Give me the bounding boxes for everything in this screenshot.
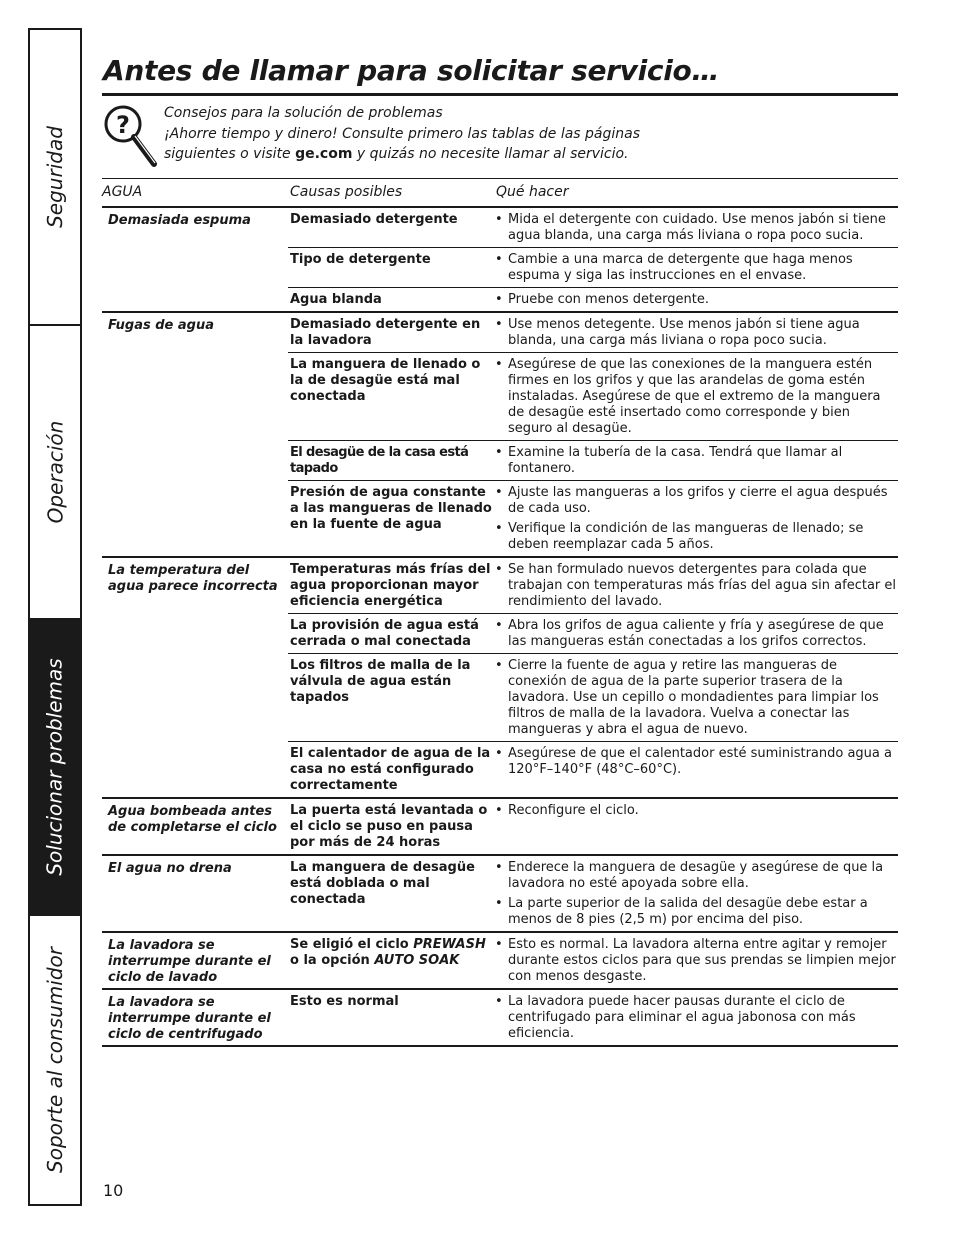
table-row <box>288 933 898 988</box>
problem-group <box>102 933 898 990</box>
fix-item: • Abra los grifos de agua caliente y fría y asegúrese de que las mangueras están conectadas a los grifos correctos. <box>494 618 898 650</box>
tab-seguridad[interactable] <box>30 30 80 324</box>
fix-list <box>494 562 898 610</box>
cause-text: La provisión de agua está cerrada o mal conectada <box>290 618 479 649</box>
table-row <box>288 480 898 556</box>
fix-item: • Examine la tubería de la casa. Tendrá que llamar al fontanero. <box>494 445 898 477</box>
tab-label: Operación <box>43 420 67 524</box>
problem-title: El agua no drena <box>108 861 232 876</box>
intro-text: siguientes o visite <box>164 146 296 162</box>
cause-text: Demasiado detergente en la lavadora <box>290 317 481 348</box>
cause-text: La puerta está levantada o el ciclo se puso en pausa por más de 24 horas <box>290 803 488 850</box>
fix-list <box>494 994 898 1042</box>
option-name: PREWASH <box>413 937 486 952</box>
fix-list <box>494 860 898 928</box>
cause-list <box>288 990 898 1045</box>
fix-item: • Asegúrese de que el calentador esté suministrando agua a 120°F–140°F (48°C–60°C). <box>494 746 898 778</box>
intro-line: ¡Ahorre tiempo y dinero! Consulte primero las tablas de las páginas <box>164 125 641 142</box>
table-row <box>288 313 898 352</box>
header-agua: AGUA <box>102 184 143 200</box>
cause-list <box>288 208 898 311</box>
table-row <box>288 558 898 613</box>
problem-group <box>102 208 898 313</box>
cause-text-part: o la opción <box>290 953 375 968</box>
problem-title: Fugas de agua <box>108 318 214 333</box>
fix-item: • Esto es normal. La lavadora alterna entre agitar y remojer durante estos ciclos para que sus prendas se limpien mejor con menos desgaste. <box>494 937 898 985</box>
tab-label: Soporte al consumidor <box>43 947 67 1173</box>
option-name: AUTO SOAK <box>374 953 460 968</box>
intro-text: y quizás no necesite llamar al servicio. <box>352 146 629 162</box>
page-number: 10 <box>103 1181 124 1200</box>
website-link[interactable]: ge.com <box>295 146 353 162</box>
fix-list <box>494 357 898 437</box>
cause-text: Esto es normal <box>290 994 399 1009</box>
fix-item: • Reconfigure el ciclo. <box>494 803 898 819</box>
table-body <box>102 208 898 1047</box>
header-que-hacer: Qué hacer <box>496 184 569 200</box>
fix-list <box>494 658 898 738</box>
page-title: Antes de llamar para solicitar servicio… <box>103 54 720 87</box>
problem-title: Agua bombeada antes de completarse el ciclo <box>108 804 277 835</box>
table-row <box>288 208 898 247</box>
table-header <box>102 178 898 208</box>
problem-group <box>102 799 898 856</box>
title-divider <box>102 93 898 96</box>
troubleshooting-table <box>102 178 898 1047</box>
fix-item: • Use menos detegente. Use menos jabón si tiene agua blanda, una carga más liviana o ropa poco sucia. <box>494 317 898 349</box>
table-row <box>288 653 898 741</box>
intro-line <box>164 144 684 165</box>
fix-list <box>494 746 898 794</box>
cause-text: Presión de agua constante a las mangueras de llenado en la fuente de agua <box>290 485 492 532</box>
problem-group <box>102 856 898 933</box>
fix-item: • Mida el detergente con cuidado. Use menos jabón si tiene agua blanda, una carga más liviana o ropa poco sucia. <box>494 212 898 244</box>
cause-list <box>288 799 898 854</box>
svg-text:?: ? <box>116 111 130 139</box>
table-row <box>288 741 898 797</box>
troubleshooting-intro <box>164 103 684 165</box>
fix-list <box>494 317 898 349</box>
cause-text: Demasiado detergente <box>290 212 458 227</box>
tab-label: Seguridad <box>43 126 68 228</box>
problem-group <box>102 558 898 799</box>
problem-title: La lavadora se interrumpe durante el ciclo de centrifugado <box>108 995 271 1042</box>
intro-heading: Consejos para la solución de problemas <box>164 105 443 121</box>
table-row <box>288 856 898 931</box>
fix-item: • Enderece la manguera de desagüe y asegúrese de que la lavadora no esté apoyada sobre ella. <box>494 860 898 892</box>
fix-list <box>494 937 898 985</box>
table-row <box>288 799 898 854</box>
fix-item: • Pruebe con menos detergente. <box>494 292 898 308</box>
fix-item: • Cambie a una marca de detergente que haga menos espuma y siga las instrucciones en el envase. <box>494 252 898 284</box>
section-tabs <box>28 28 82 1206</box>
problem-title: Demasiada espuma <box>108 213 251 228</box>
cause-text: Agua blanda <box>290 292 382 307</box>
cause-text-part: Se eligió el ciclo <box>290 937 414 952</box>
cause-text: Temperaturas más frías del agua proporcionan mayor eficiencia energética <box>290 562 491 609</box>
fix-list <box>494 292 898 308</box>
problem-title: La lavadora se interrumpe durante el ciclo de lavado <box>108 938 271 985</box>
cause-text: La manguera de desagüe está doblada o mal conectada <box>290 860 475 907</box>
cause-text: La manguera de llenado o la de desagüe está mal conectada <box>290 357 481 404</box>
fix-list <box>494 445 898 477</box>
cause-list <box>288 313 898 556</box>
tab-label: Solucionar problemas <box>43 658 67 876</box>
problem-group <box>102 313 898 558</box>
cause-text: Los filtros de malla de la válvula de agua están tapados <box>290 658 471 705</box>
fix-item: • La lavadora puede hacer pausas durante el ciclo de centrifugado para eliminar el agua jabonosa con más eficiencia. <box>494 994 898 1042</box>
fix-list <box>494 803 898 851</box>
cause-text <box>288 937 494 985</box>
fix-item: • Cierre la fuente de agua y retire las mangueras de conexión de agua de la parte superior trasera de la lavadora. Use un cepillo o mondadientes para limpiar los filtros de malla de la lavadora. Vuelva a conectar las mangueras y abra el agua de nuevo. <box>494 658 898 738</box>
tab-operacion[interactable] <box>30 324 80 618</box>
fix-item: • Se han formulado nuevos detergentes para colada que trabajan con temperaturas más frías del agua sin afectar el rendimiento del lavado. <box>494 562 898 610</box>
table-row <box>288 440 898 480</box>
fix-item: • Ajuste las mangueras a los grifos y cierre el agua después de cada uso. <box>494 485 898 517</box>
fix-item: • La parte superior de la salida del desagüe debe estar a menos de 8 pies (2,5 m) por encima del piso. <box>494 896 898 928</box>
table-row <box>288 990 898 1045</box>
table-row <box>288 613 898 653</box>
cause-list <box>288 558 898 797</box>
table-row <box>288 247 898 287</box>
cause-text: Tipo de detergente <box>290 252 431 267</box>
question-magnifier-icon <box>102 102 162 170</box>
fix-item: • Asegúrese de que las conexiones de la manguera estén firmes en los grifos y que las arandelas de goma estén instaladas. Asegúrese de que el extremo de la manguera de desagüe esté insertado como corresponde y bien seguro al desagüe. <box>494 357 898 437</box>
fix-list <box>494 618 898 650</box>
fix-list <box>494 485 898 553</box>
fix-list <box>494 252 898 284</box>
cause-text: El desagüe de la casa está tapado <box>290 445 469 476</box>
table-row <box>288 287 898 311</box>
header-causas: Causas posibles <box>290 184 403 200</box>
fix-list <box>494 212 898 244</box>
problem-title: La temperatura del agua parece incorrecta <box>108 563 278 594</box>
table-row <box>288 352 898 440</box>
problem-group <box>102 990 898 1047</box>
fix-item: • Verifique la condición de las mangueras de llenado; se deben reemplazar cada 5 años. <box>494 521 898 553</box>
tab-soporte-al-consumidor[interactable] <box>30 914 80 1204</box>
cause-list <box>288 856 898 931</box>
cause-list <box>288 933 898 988</box>
tab-solucionar-problemas[interactable] <box>30 618 80 914</box>
cause-text: El calentador de agua de la casa no está configurado correctamente <box>290 746 491 793</box>
